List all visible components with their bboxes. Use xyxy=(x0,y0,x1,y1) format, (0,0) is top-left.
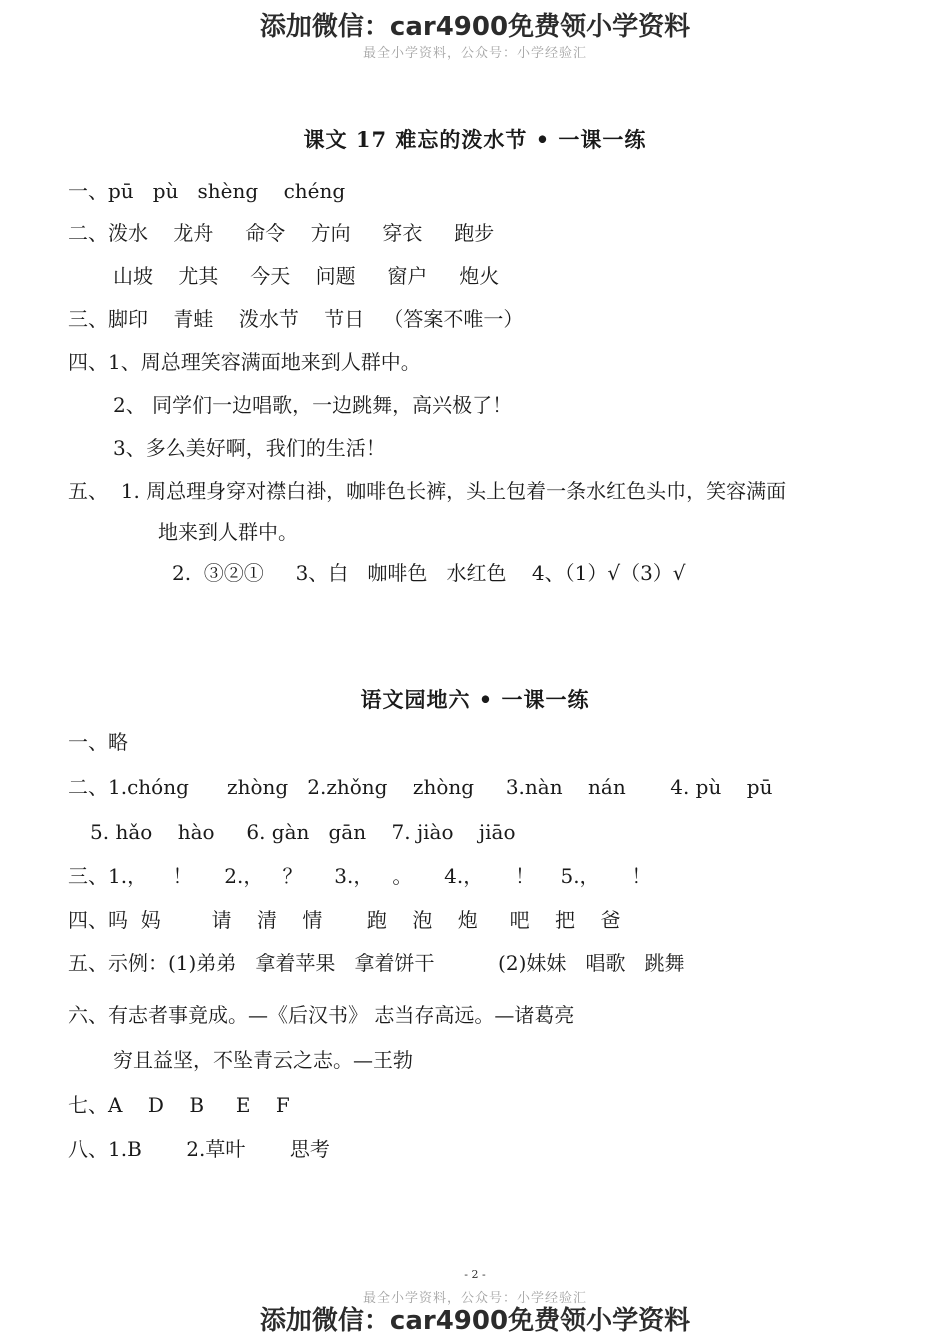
answer-line: 2. ③②① 3、白 咖啡色 水红色 4、（1）√（3）√ xyxy=(172,561,686,585)
answer-line: 山坡 尤其 今天 问题 窗户 炮火 xyxy=(113,264,500,288)
answer-line: 四、吗 妈 请 清 情 跑 泡 炮 吧 把 爸 xyxy=(68,908,621,932)
answer-line: 七、A D B E F xyxy=(68,1093,290,1117)
answer-line: 三、脚印 青蛙 泼水节 节日 （答案不唯一） xyxy=(68,307,524,331)
answer-line: 穷且益坚，不坠青云之志。—王勃 xyxy=(113,1048,413,1072)
watermark-banner-bottom: 添加微信：car4900免费领小学资料 xyxy=(259,1306,691,1336)
answer-line: 2、 同学们一边唱歌，一边跳舞，高兴极了！ xyxy=(113,393,513,417)
answer-line: 3、多么美好啊，我们的生活！ xyxy=(113,436,386,460)
answer-line: 六、有志者事竟成。—《后汉书》 志当存高远。—诸葛亮 xyxy=(68,1003,575,1027)
section2-title: 语文园地六 • 一课一练 xyxy=(360,687,590,712)
answer-line: 地来到人群中。 xyxy=(158,520,298,544)
answer-line: 四、1、周总理笑容满面地来到人群中。 xyxy=(68,350,421,374)
answer-line: 5. hǎo hào 6. gàn gān 7. jiào jiāo xyxy=(90,820,516,844)
faded-footer-text: 最全小学资料，公众号：小学经验汇 xyxy=(362,1291,587,1306)
answer-line: 八、1.B 2.草叶 思考 xyxy=(68,1137,330,1161)
answer-line: 三、1.， ！ 2.， ？ 3.， 。 4.， ！ 5.， ！ xyxy=(68,864,652,888)
page-number: - 2 - xyxy=(464,1268,486,1281)
answer-line: 五、示例：(1)弟弟 拿着苹果 拿着饼干 (2)妹妹 唱歌 跳舞 xyxy=(68,951,685,975)
section1-title: 课文 17 难忘的泼水节 • 一课一练 xyxy=(303,127,647,152)
answer-line: 一、略 xyxy=(68,730,128,754)
answer-line: 一、pū pù shèng chéng xyxy=(68,179,346,203)
faded-header-text: 最全小学资料，公众号：小学经验汇 xyxy=(362,46,587,61)
answer-line: 二、1.chóng zhòng 2.zhǒng zhòng 3.nàn nán 4. pù pū xyxy=(68,775,773,799)
answer-line: 五、 1. 周总理身穿对襟白褂，咖啡色长裤，头上包着一条水红色头巾，笑容满面 xyxy=(68,479,787,503)
watermark-banner-top: 添加微信：car4900免费领小学资料 xyxy=(259,12,691,42)
answer-line: 二、泼水 龙舟 命令 方向 穿衣 跑步 xyxy=(68,221,495,245)
